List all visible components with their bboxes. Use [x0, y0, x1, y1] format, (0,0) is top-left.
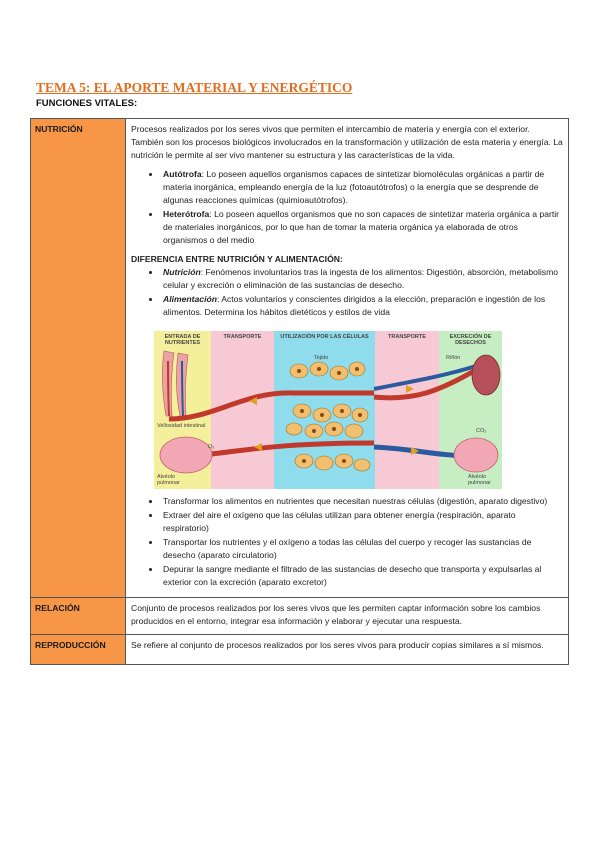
alveolus-right-shape: [454, 438, 498, 472]
row-content-relacion: Conjunto de procesos realizados por los seres vivos que les permiten captar información sobre los cambios producidos en el entorno, integrar esa información y elaborar y ejecutar una respuesta.: [126, 598, 569, 635]
nutrition-steps-list: [131, 495, 563, 589]
nutricion-intro: Procesos realizados por los seres vivos que permiten el intercambio de materia y energía con el exterior. También son los procesos biológicos involucrados en la transformación y utilización de esta materia y energía. La nutrición le permite al ser vivo mantener su estructura y las características de la vida.: [131, 124, 563, 160]
label-tejido: Tejido: [314, 355, 329, 361]
list-item-step: • Extraer del aire el oxígeno que las células utilizan para obtener energía (respiración, aparato respiratorio): [161, 509, 563, 535]
table-row-reproduccion: [31, 635, 569, 665]
list-item-step: • Transportar los nutrientes y el oxígeno a todas las células del cuerpo y recoger las sustancias de desecho (aparato circulatorio): [161, 536, 563, 562]
diff-heading: DIFERENCIA ENTRE NUTRICIÓN Y ALIMENTACIÓN:: [131, 254, 343, 264]
label-alveolo-right: Alvéolo pulmonar: [468, 474, 491, 486]
section-subtitle: FUNCIONES VITALES:: [36, 98, 138, 109]
vital-functions-table: [30, 118, 569, 665]
band-title-transporte-left: TRANSPORTE: [223, 334, 262, 340]
label-vellosidad: Vellosidad intestinal: [157, 423, 206, 429]
nutrition-diagram: [154, 331, 502, 489]
list-item-nutricion: [161, 266, 563, 292]
diff-list: [131, 266, 563, 319]
label-alveolo-left: Alvéolo pulmonar: [157, 474, 180, 486]
def-heterotrofa: : Lo poseen aquellos organismos que no son capaces de sintetizar materia orgánica a partir de materiales inorgánicos, por lo que han de tomar la materia orgánica ya elaborada de otros organismos o del medio: [163, 209, 560, 245]
term-heterotrofa: Heterótrofa: [163, 209, 210, 219]
nutrition-types-list: [131, 168, 563, 247]
band-title-transporte-right: TRANSPORTE: [388, 334, 426, 340]
label-co2: CO₂: [476, 428, 487, 434]
row-content-reproduccion: Se refiere al conjunto de procesos realizados por los seres vivos para producir copias similares a sí mismos.: [126, 635, 569, 665]
alveolus-left-shape: [160, 437, 215, 473]
villus-vessel: [182, 361, 183, 416]
row-label-relacion: RELACIÓN: [31, 598, 126, 635]
tissue-cells: [286, 362, 370, 471]
band-title-entrada: ENTRADA DE NUTRIENTES: [164, 334, 201, 346]
term-nutricion: Nutrición: [163, 267, 201, 277]
band-title-utilizacion: UTILIZACIÓN POR LAS CÉLULAS: [280, 334, 369, 340]
term-alimentacion: Alimentación: [163, 294, 217, 304]
artery-bottom: [194, 443, 374, 456]
label-o2: O₂: [208, 444, 215, 450]
list-item-heterotrofa: [161, 208, 563, 247]
def-nutricion: : Fenómenos involuntarios tras la ingesta de los alimentos: Digestión, absorción, metabolismo celular y excreción o eliminación de las sustancias de desecho.: [163, 267, 559, 290]
villus-vessel: [168, 361, 169, 416]
list-item-alimentacion: [161, 293, 563, 319]
def-alimentacion: : Actos voluntarios y conscientes dirigidos a la elección, preparación e ingestión de los alimentos. Determina los hábitos dietéticos y estilos de vida: [163, 294, 546, 317]
label-rinon: Riñón: [446, 355, 461, 361]
term-autotrofa: Autótrofa: [163, 169, 202, 179]
table-row-relacion: [31, 598, 569, 635]
table-row-nutricion: [31, 119, 569, 598]
row-label-nutricion: NUTRICIÓN: [31, 119, 126, 598]
row-label-reproduccion: REPRODUCCIÓN: [31, 635, 126, 665]
kidney-shape: [472, 355, 500, 395]
list-item-autotrofa: [161, 168, 563, 207]
def-autotrofa: : Lo poseen aquellos organismos capaces de sintetizar biomoléculas orgánicas a partir de materia inorgánica, empleando energía de la luz (fotoautótrofos) o la energía que se desprende de algunas reacciones químicas (quimioautótrofos).: [163, 169, 545, 205]
band-title-excrecion: EXCRECIÓN DE DESECHOS: [449, 334, 492, 346]
list-item-step: • Depurar la sangre mediante el filtrado de las sustancias de desecho que transporta y expulsarlas al exterior con la excreción (aparato excretor): [161, 563, 563, 589]
list-item-step: • Transformar los alimentos en nutrientes que necesitan nuestras células (digestión, aparato digestivo): [161, 495, 563, 508]
row-content-nutricion: [126, 119, 569, 598]
page-title: TEMA 5: EL APORTE MATERIAL Y ENERGÉTICO: [36, 80, 353, 95]
